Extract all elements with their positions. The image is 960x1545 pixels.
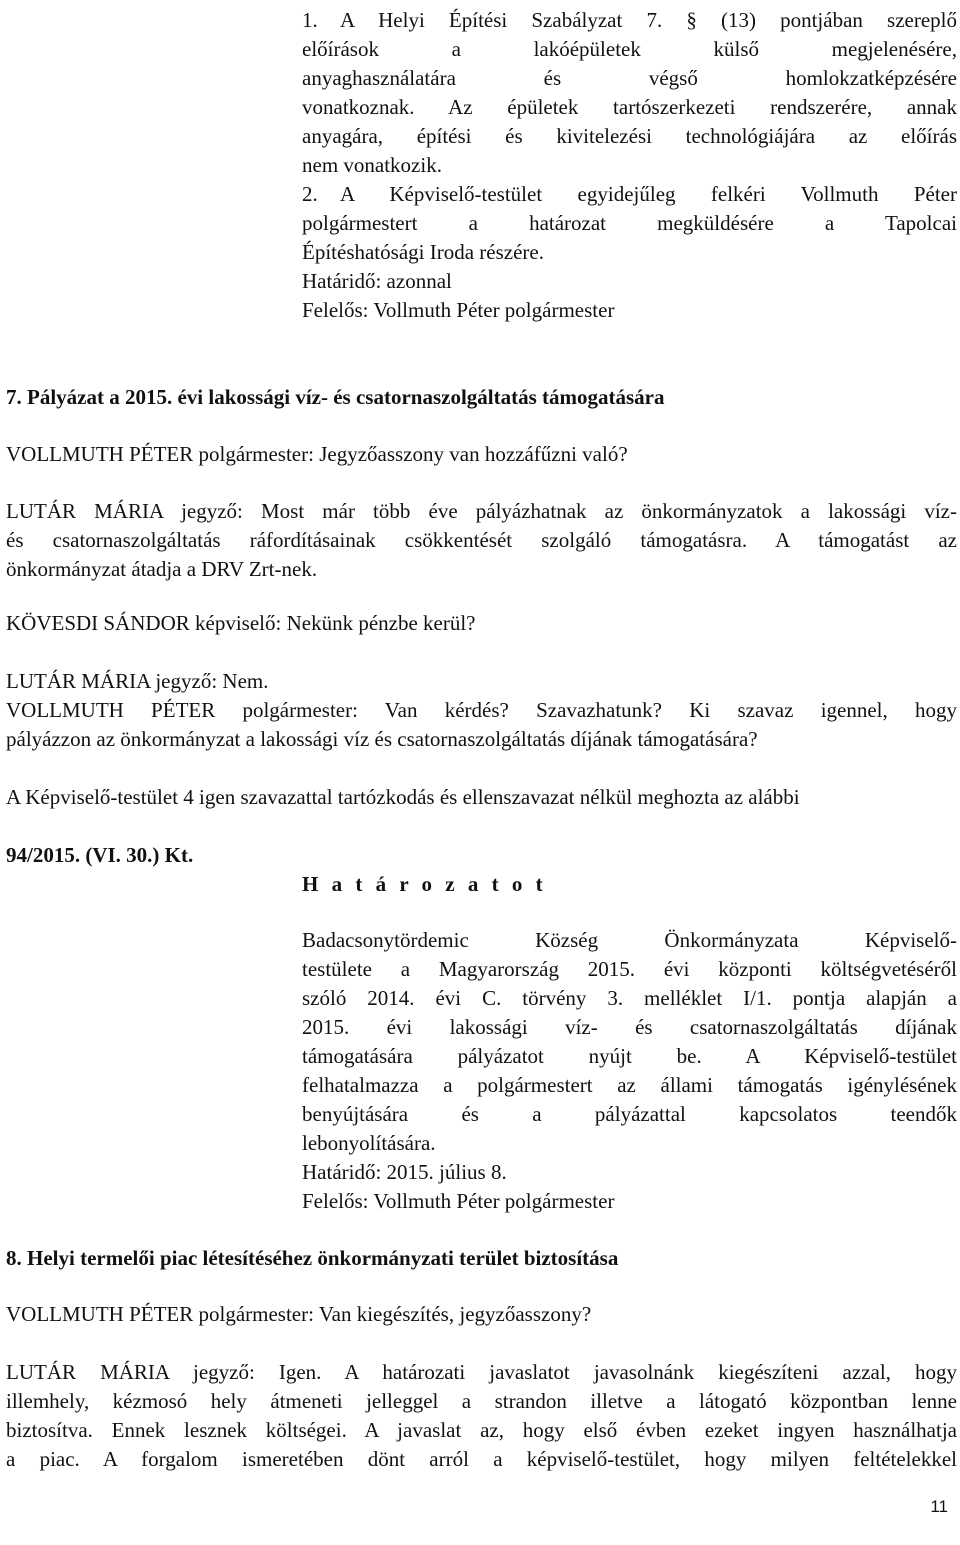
deadline-text: Határidő: azonnal bbox=[302, 269, 452, 293]
list-item-1-line: anyaghasználatára és végső homlokzatképzésére bbox=[302, 66, 957, 90]
resolution-line: testülete a Magyarország 2015. évi központi költségvetéséről bbox=[302, 957, 957, 981]
paragraph-line: és csatornaszolgáltatás ráfordításainak csökkentését szolgáló támogatásra. A támogatást az bbox=[6, 528, 957, 552]
paragraph-line: VOLLMUTH PÉTER polgármester: Van kérdés? Szavazhatunk? Ki szavaz igennel, hogy bbox=[6, 698, 957, 722]
paragraph-line: illemhely, kézmosó hely átmeneti jelleggel a strandon illetve a látogató központban lenne bbox=[6, 1389, 957, 1413]
paragraph: A Képviselő-testület 4 igen szavazattal tartózkodás és ellenszavazat nélkül meghozta az alábbi bbox=[6, 785, 800, 809]
list-item-2-line: Építéshatósági Iroda részére. bbox=[302, 240, 544, 264]
resolution-line: benyújtására és a pályázattal kapcsolatos teendők bbox=[302, 1102, 957, 1126]
resolution-title: H a t á r o z a t o t bbox=[302, 872, 547, 896]
resolution-line: felhatalmazza a polgármestert az állami támogatás igénylésének bbox=[302, 1073, 957, 1097]
resolution-number: 94/2015. (VI. 30.) Kt. bbox=[6, 843, 194, 867]
list-item-1-line: nem vonatkozik. bbox=[302, 153, 442, 177]
list-item-1-line: vonatkoznak. Az épületek tartószerkezeti rendszerére, annak bbox=[302, 95, 957, 119]
paragraph-line: biztosítva. Ennek lesznek költségei. A javaslat az, hogy első évben ezeket ingyen használhatja bbox=[6, 1418, 957, 1442]
responsible-text: Felelős: Vollmuth Péter polgármester bbox=[302, 1189, 615, 1213]
paragraph-line: a piac. A forgalom ismeretében dönt arról a képviselő-testület, hogy milyen feltételekkel bbox=[6, 1447, 957, 1471]
paragraph-line: LUTÁR MÁRIA jegyző: Igen. A határozati javaslatot javasolnánk kiegészíteni azzal, hogy bbox=[6, 1360, 957, 1384]
deadline-text: Határidő: 2015. július 8. bbox=[302, 1160, 507, 1184]
section-8-heading: 8. Helyi termelői piac létesítéséhez önkormányzati terület biztosítása bbox=[6, 1246, 619, 1270]
resolution-line: támogatására pályázatot nyújt be. A Képviselő-testület bbox=[302, 1044, 957, 1068]
paragraph-line: pályázzon az önkormányzat a lakossági víz és csatornaszolgáltatás díjának támogatására? bbox=[6, 727, 758, 751]
list-number-1: 1. bbox=[302, 8, 318, 32]
resolution-line: lebonyolítására. bbox=[302, 1131, 436, 1155]
paragraph-line: LUTÁR MÁRIA jegyző: Most már több éve pályázhatnak az önkormányzatok a lakossági víz- bbox=[6, 499, 957, 523]
list-item-1-line: anyagára, építési és kivitelezési technológiájára az előírás bbox=[302, 124, 957, 148]
page-number: 11 bbox=[930, 1497, 948, 1516]
paragraph-line: önkormányzat átadja a DRV Zrt-nek. bbox=[6, 557, 318, 581]
list-item-1-line: előírások a lakóépületek külső megjelenésére, bbox=[302, 37, 957, 61]
list-item-1-line: A Helyi Építési Szabályzat 7. § (13) pontjában szereplő bbox=[340, 8, 957, 32]
list-item-2-line: polgármestert a határozat megküldésére a Tapolcai bbox=[302, 211, 957, 235]
list-item-2-line: A Képviselő-testület egyidejűleg felkéri Vollmuth Péter bbox=[340, 182, 957, 206]
paragraph: KÖVESDI SÁNDOR képviselő: Nekünk pénzbe kerül? bbox=[6, 611, 476, 635]
section-7-heading: 7. Pályázat a 2015. évi lakossági víz- és csatornaszolgáltatás támogatására bbox=[6, 385, 665, 409]
resolution-line: Badacsonytördemic Község Önkormányzata Képviselő- bbox=[302, 928, 957, 952]
responsible-text: Felelős: Vollmuth Péter polgármester bbox=[302, 298, 615, 322]
resolution-line: 2015. évi lakossági víz- és csatornaszolgáltatás díjának bbox=[302, 1015, 957, 1039]
resolution-line: szóló 2014. évi C. törvény 3. melléklet I/1. pontja alapján a bbox=[302, 986, 957, 1010]
paragraph: VOLLMUTH PÉTER polgármester: Jegyzőasszony van hozzáfűzni való? bbox=[6, 442, 628, 466]
paragraph: LUTÁR MÁRIA jegyző: Nem. bbox=[6, 669, 269, 693]
paragraph: VOLLMUTH PÉTER polgármester: Van kiegészítés, jegyzőasszony? bbox=[6, 1302, 592, 1326]
list-number-2: 2. bbox=[302, 182, 318, 206]
